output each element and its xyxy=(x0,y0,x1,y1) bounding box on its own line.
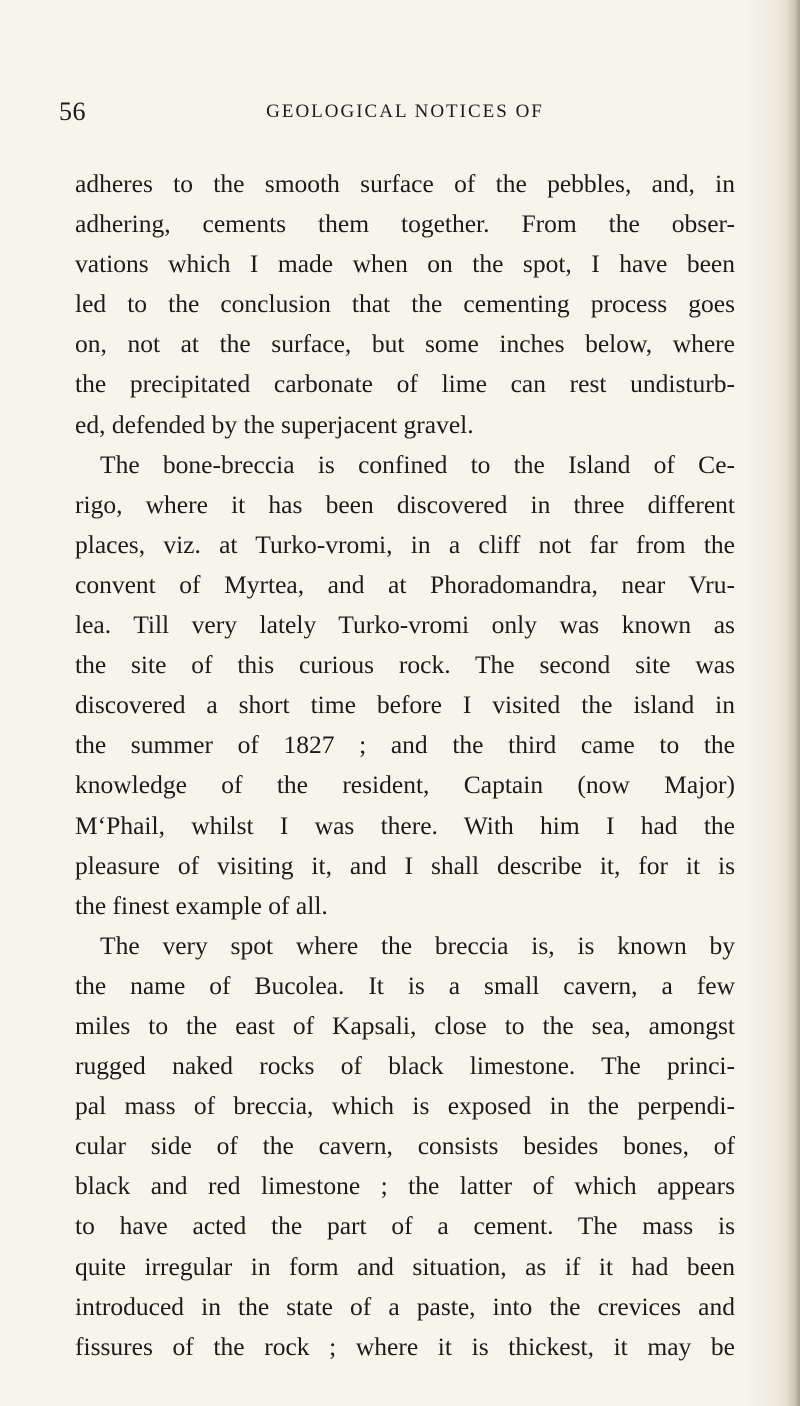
text-line: convent of Myrtea, and at Phoradomandra, near Vru- xyxy=(75,569,735,599)
page-number: 56 xyxy=(59,97,86,126)
page-edge-shadow xyxy=(786,0,800,1406)
text-line: quite irregular in form and situation, as if it had been xyxy=(75,1251,735,1281)
paragraph-start-line: The bone-breccia is confined to the Island of Ce- xyxy=(100,449,735,479)
text-line: M‘Phail, whilst I was there. With him I had the xyxy=(75,810,735,840)
text-line: rugged naked rocks of black limestone. The princi- xyxy=(75,1051,735,1081)
text-line: knowledge of the resident, Captain (now Major) xyxy=(75,770,735,800)
text-line: to have acted the part of a cement. The mass is xyxy=(75,1211,735,1241)
text-line: adhering, cements them together. From the obser- xyxy=(75,209,735,239)
text-line: lea. Till very lately Turko-vromi only was known as xyxy=(75,610,735,640)
text-line: places, viz. at Turko-vromi, in a cliff not far from the xyxy=(75,529,735,559)
text-line: on, not at the surface, but some inches below, where xyxy=(75,329,735,359)
text-line: the finest example of all. xyxy=(75,890,328,920)
text-line: pal mass of breccia, which is exposed in the perpendi- xyxy=(75,1091,735,1121)
text-line: discovered a short time before I visited the island in xyxy=(75,690,735,720)
text-line: the summer of 1827 ; and the third came to the xyxy=(75,730,735,760)
running-head: GEOLOGICAL NOTICES OF xyxy=(266,101,544,122)
text-line: miles to the east of Kapsali, close to the sea, amongst xyxy=(75,1010,735,1040)
text-line: black and red limestone ; the latter of which appears xyxy=(75,1171,735,1201)
text-line: the name of Bucolea. It is a small cavern, a few xyxy=(75,970,735,1000)
text-line: pleasure of visiting it, and I shall describe it, for it is xyxy=(75,850,735,880)
text-line: fissures of the rock ; where it is thickest, it may be xyxy=(75,1331,735,1361)
text-line: the precipitated carbonate of lime can rest undisturb- xyxy=(75,369,735,399)
text-line: vations which I made when on the spot, I have been xyxy=(75,249,735,279)
text-line: cular side of the cavern, consists besides bones, of xyxy=(75,1131,735,1161)
text-line: led to the conclusion that the cementing process goes xyxy=(75,289,735,319)
text-line: introduced in the state of a paste, into the crevices and xyxy=(75,1291,735,1321)
text-line: adheres to the smooth surface of the pebbles, and, in xyxy=(75,169,735,198)
body-text xyxy=(75,164,735,1367)
text-line: the site of this curious rock. The second site was xyxy=(75,650,735,680)
paragraph-start-line: The very spot where the breccia is, is known by xyxy=(100,930,735,960)
text-line: ed, defended by the superjacent gravel. xyxy=(75,409,474,439)
text-line: rigo, where it has been discovered in three different xyxy=(75,489,735,519)
page-header xyxy=(0,92,800,132)
